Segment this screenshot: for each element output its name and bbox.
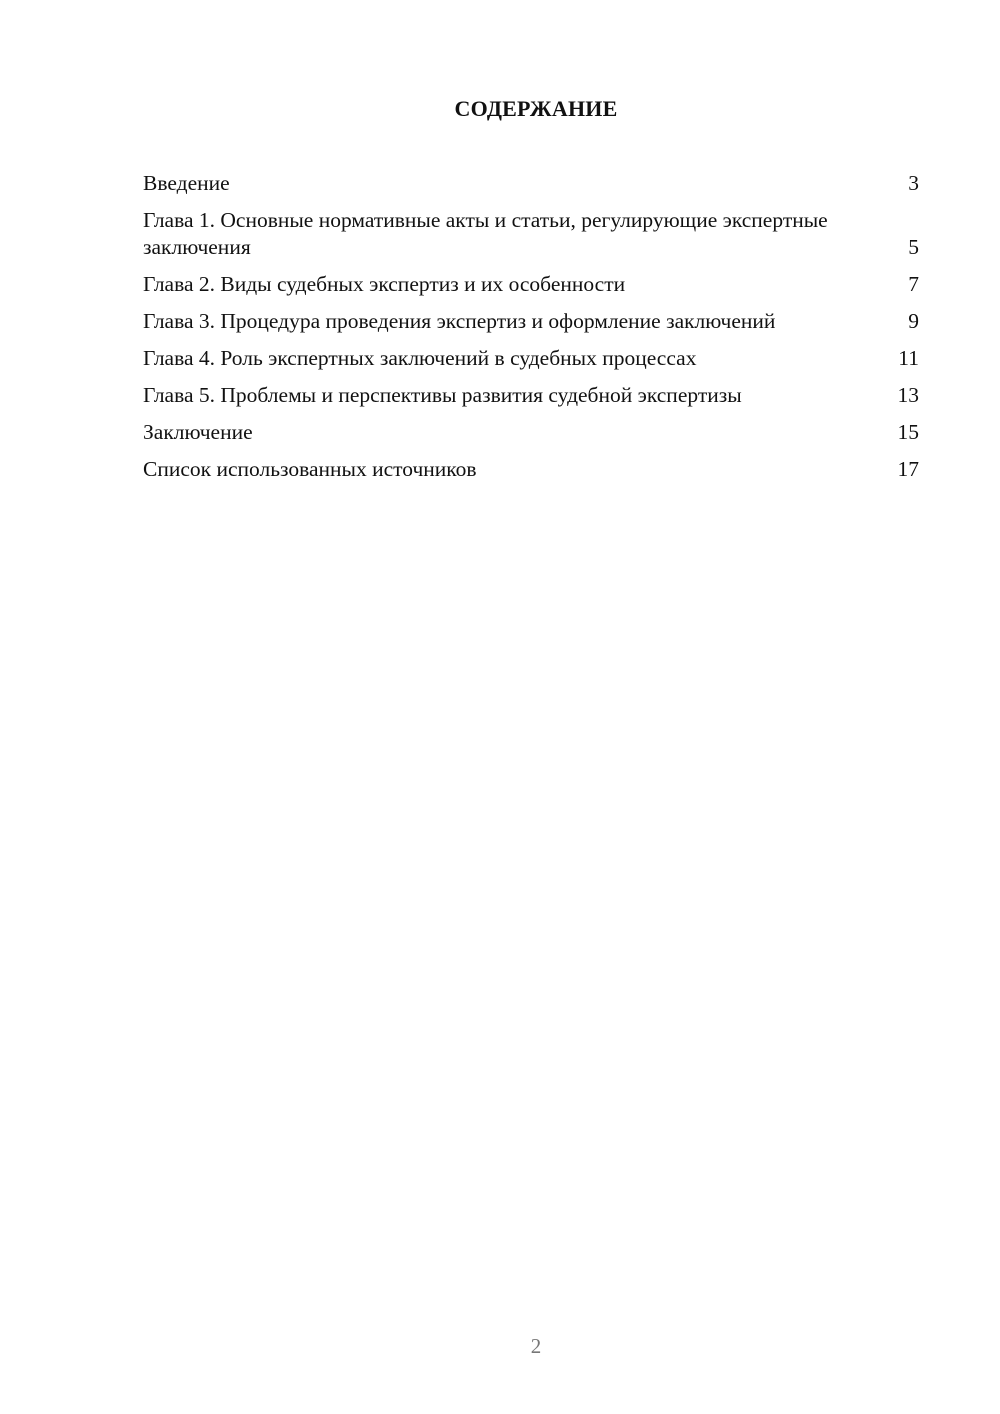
toc-entry-page: 11 [898, 346, 919, 370]
table-of-contents [143, 170, 919, 493]
toc-entry-references [143, 456, 919, 483]
toc-entry-page: 5 [908, 235, 919, 259]
toc-entry-page: 15 [897, 420, 919, 444]
toc-entry-title: Глава 1. Основные нормативные акты и статьи, регулирующие экспертные заключения [143, 208, 828, 259]
toc-entry-page: 17 [897, 457, 919, 481]
toc-entry-chapter-4 [143, 345, 919, 372]
toc-entry-introduction [143, 170, 919, 197]
toc-entry-title: Глава 3. Процедура проведения экспертиз и оформление заключений [143, 309, 776, 333]
toc-entry-conclusion [143, 419, 919, 446]
toc-entry-chapter-1 [143, 207, 919, 261]
toc-entry-page: 7 [908, 272, 919, 296]
toc-entry-chapter-5 [143, 382, 919, 409]
toc-entry-page: 3 [908, 171, 919, 195]
page-number: 2 [530, 1334, 542, 1358]
toc-entry-title: Глава 2. Виды судебных экспертиз и их особенности [143, 272, 626, 296]
toc-entry-page: 13 [897, 383, 919, 407]
toc-entry-title: Заключение [143, 420, 253, 444]
toc-entry-title: Введение [143, 171, 230, 195]
toc-entry-chapter-3 [143, 308, 919, 335]
toc-entry-title: Глава 5. Проблемы и перспективы развития судебной экспертизы [143, 383, 742, 407]
page-title: СОДЕРЖАНИЕ [454, 96, 618, 121]
toc-entry-page: 9 [908, 309, 919, 333]
toc-entry-chapter-2 [143, 271, 919, 298]
toc-entry-title: Глава 4. Роль экспертных заключений в судебных процессах [143, 346, 697, 370]
toc-entry-title: Список использованных источников [143, 457, 477, 481]
